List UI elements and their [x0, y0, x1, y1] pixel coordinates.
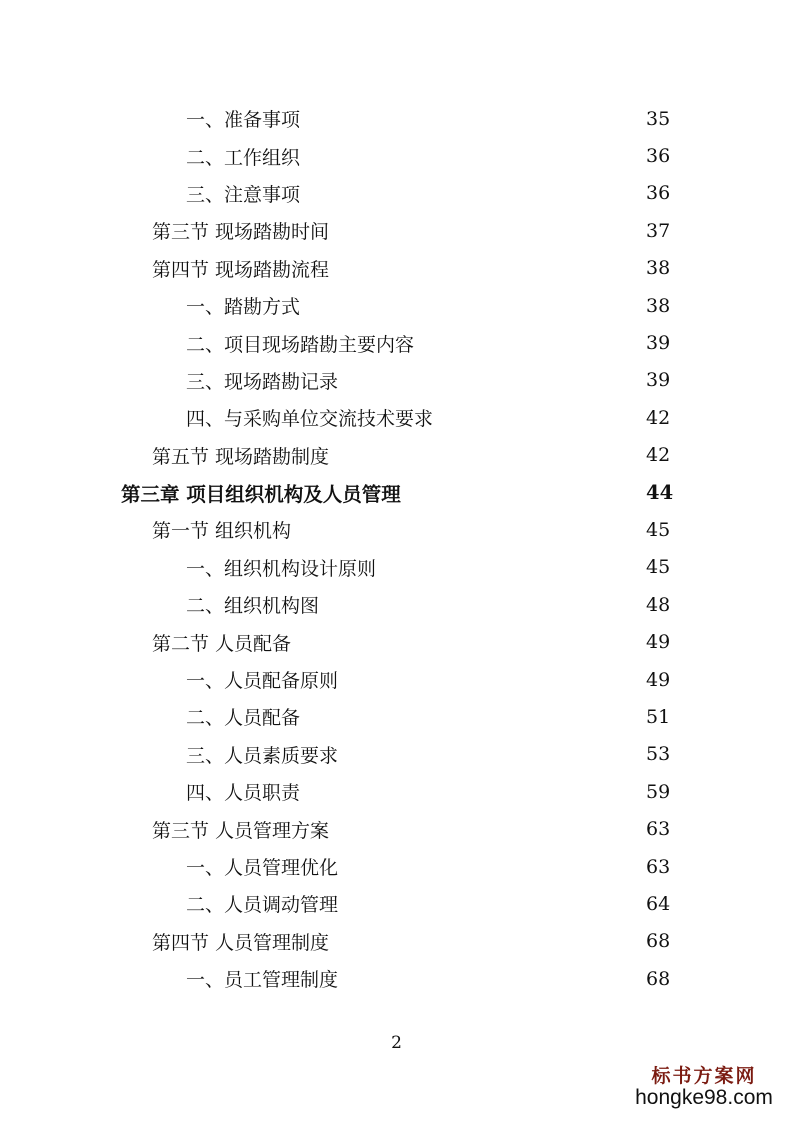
toc-entry-label: 一、人员配备原则 [186, 666, 342, 693]
toc-entry-page: 63 [646, 855, 671, 878]
toc-entry-page: 36 [646, 145, 671, 168]
toc-entry-page: 51 [646, 705, 671, 728]
toc-entry-label: 第二节 人员配备 [152, 629, 295, 656]
toc-entry-item[interactable] [0, 100, 672, 137]
toc-entry-page: 38 [646, 257, 671, 280]
dot-leader [405, 482, 640, 504]
toc-entry-label: 四、人员职责 [186, 778, 304, 805]
toc-entry-item[interactable] [0, 362, 672, 399]
toc-entry-page: 36 [646, 182, 671, 205]
toc-entry-item[interactable] [0, 885, 672, 922]
toc-entry-page: 45 [646, 518, 671, 541]
toc-entry-chapter[interactable] [0, 474, 672, 511]
toc-entry-label: 二、组织机构图 [186, 591, 323, 618]
toc-entry-item[interactable] [0, 586, 672, 623]
dot-leader [342, 669, 640, 691]
dot-leader [304, 182, 640, 204]
toc-entry-label: 第一节 组织机构 [152, 516, 295, 543]
toc-entry-item[interactable] [0, 137, 672, 174]
dot-leader [333, 818, 640, 840]
dot-leader [342, 856, 640, 878]
dot-leader [380, 556, 640, 578]
toc-entry-section[interactable] [0, 923, 672, 960]
toc-entry-section[interactable] [0, 437, 672, 474]
toc-entry-page: 37 [646, 219, 671, 242]
dot-leader [304, 706, 640, 728]
toc-entry-label: 第三节 人员管理方案 [152, 816, 333, 843]
toc-entry-item[interactable] [0, 399, 672, 436]
toc-entry-page: 59 [646, 780, 671, 803]
dot-leader [342, 369, 640, 391]
dot-leader [304, 145, 640, 167]
toc-entry-page: 68 [646, 967, 671, 990]
toc-entry-label: 二、工作组织 [186, 143, 304, 170]
toc-entry-label: 第三节 现场踏勘时间 [152, 217, 333, 244]
toc-entry-label: 四、与采购单位交流技术要求 [186, 404, 437, 431]
toc-entry-item[interactable] [0, 960, 672, 997]
dot-leader [333, 257, 640, 279]
toc-entry-item[interactable] [0, 848, 672, 885]
toc-entry-label: 一、组织机构设计原则 [186, 554, 380, 581]
site-watermark [629, 1061, 779, 1110]
toc-entry-section[interactable] [0, 212, 672, 249]
dot-leader [304, 108, 640, 130]
toc-entry-item[interactable] [0, 549, 672, 586]
toc-entry-page: 38 [646, 294, 671, 317]
dot-leader [304, 295, 640, 317]
toc-entry-page: 53 [646, 743, 671, 766]
toc-entry-page: 39 [646, 332, 671, 355]
dot-leader [342, 968, 640, 990]
dot-leader [323, 594, 640, 616]
toc-entry-page: 49 [646, 631, 671, 654]
dot-leader [342, 743, 640, 765]
toc-entry-page: 42 [646, 406, 671, 429]
table-of-contents [0, 100, 793, 997]
toc-entry-label: 二、人员配备 [186, 703, 304, 730]
toc-entry-label: 第三章 项目组织机构及人员管理 [121, 479, 405, 507]
toc-entry-page: 49 [646, 668, 671, 691]
toc-entry-item[interactable] [0, 324, 672, 361]
toc-entry-label: 二、人员调动管理 [186, 890, 342, 917]
toc-entry-label: 三、现场踏勘记录 [186, 367, 342, 394]
toc-entry-label: 一、员工管理制度 [186, 965, 342, 992]
toc-entry-label: 第四节 人员管理制度 [152, 928, 333, 955]
toc-entry-item[interactable] [0, 175, 672, 212]
toc-entry-page: 39 [646, 369, 671, 392]
toc-entry-page: 63 [646, 818, 671, 841]
dot-leader [342, 893, 640, 915]
dot-leader [295, 631, 640, 653]
toc-entry-item[interactable] [0, 698, 672, 735]
toc-entry-label: 二、项目现场踏勘主要内容 [186, 330, 418, 357]
dot-leader [437, 407, 640, 429]
dot-leader [333, 220, 640, 242]
toc-entry-page: 42 [646, 444, 671, 467]
toc-entry-page: 64 [646, 892, 671, 915]
toc-entry-label: 一、踏勘方式 [186, 292, 304, 319]
watermark-url: hongke98.com [635, 1086, 773, 1109]
toc-entry-section[interactable] [0, 250, 672, 287]
watermark-site-name: 标书方案网 [651, 1065, 757, 1087]
toc-entry-section[interactable] [0, 623, 672, 660]
dot-leader [304, 781, 640, 803]
toc-entry-section[interactable] [0, 810, 672, 847]
toc-entry-label: 三、人员素质要求 [186, 741, 342, 768]
toc-entry-page: 68 [646, 930, 671, 953]
toc-entry-label: 三、注意事项 [186, 180, 304, 207]
dot-leader [295, 519, 640, 541]
toc-entry-item[interactable] [0, 736, 672, 773]
page-number: 2 [391, 1033, 402, 1053]
toc-entry-item[interactable] [0, 287, 672, 324]
toc-entry-page: 35 [646, 107, 671, 130]
toc-entry-item[interactable] [0, 661, 672, 698]
dot-leader [418, 332, 640, 354]
dot-leader [333, 930, 640, 952]
toc-list [0, 100, 793, 997]
toc-entry-label: 一、准备事项 [186, 105, 304, 132]
toc-entry-page: 44 [646, 481, 674, 505]
toc-entry-section[interactable] [0, 511, 672, 548]
toc-entry-page: 45 [646, 556, 671, 579]
toc-entry-page: 48 [646, 593, 671, 616]
dot-leader [333, 444, 640, 466]
toc-entry-label: 一、人员管理优化 [186, 853, 342, 880]
toc-entry-item[interactable] [0, 773, 672, 810]
toc-entry-label: 第四节 现场踏勘流程 [152, 255, 333, 282]
toc-entry-label: 第五节 现场踏勘制度 [152, 442, 333, 469]
